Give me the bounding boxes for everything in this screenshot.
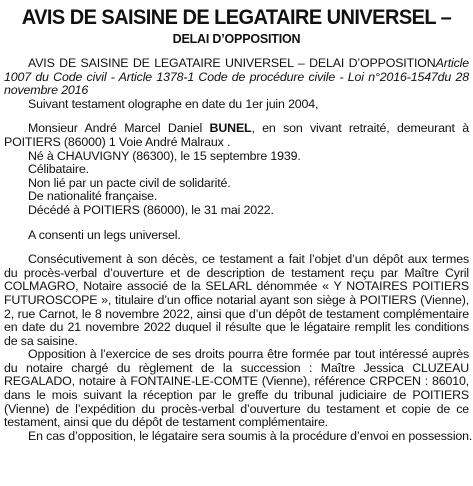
intro-text: AVIS DE SAISINE DE LEGATAIRE UNIVERSEL – DELAI D’OPPOSITION xyxy=(28,56,436,70)
legal-reference: Article 1007 du Code civil - Article 1378-1 Code de procédure civile - Loi n°2016-1547du 28 novembre 2016 xyxy=(4,56,469,98)
death-line: Décédé à POITIERS (86000), le 31 mai 2022. xyxy=(28,202,274,217)
notice-body xyxy=(4,56,473,443)
notice-title: AVIS DE SAISINE DE LEGATAIRE UNIVERSEL – xyxy=(21,5,452,29)
testator-suffix: , en son vivant retraité, demeurant à POITIERS (86000) 1 Voie André Malraux . xyxy=(4,121,469,149)
pacs-line: Non lié par un pacte civil de solidarité. xyxy=(28,175,231,190)
birth-line: Né à CHAUVIGNY (86300), le 15 septembre 1939. xyxy=(28,148,301,163)
notice-subtitle: DELAI D’OPPOSITION xyxy=(172,32,301,46)
testator-surname: BUNEL xyxy=(209,121,252,136)
legacy-line: A consenti un legs universel. xyxy=(28,227,181,242)
opposition-paragraph: Opposition à l’exercice de ses droits pourra être formée par tout intéressé auprès du notaire chargé du règlement de la succession : Maître Jessica CLUZEAU REGALADO, notaire à FONTAINE-LE-COMTE (Vienne), référence CRPCEN : 86010, dans le mois suivant la réception par le greffe du tribunal judiciaire de POITIERS (Vienne) de l’expédition du procès-verbal d’ouverture du testament et copie de ce testament, ainsi que du dépôt de testament complémentaire. xyxy=(4,347,469,430)
closing-line: En cas d’opposition, le légataire sera soumis à la procédure d’envoi en possession. xyxy=(28,428,473,443)
spacer xyxy=(4,218,469,229)
testator-prefix: Monsieur André Marcel Daniel xyxy=(28,121,210,136)
testament-line: Suivant testament olographe en date du 1er juin 2004, xyxy=(28,96,319,111)
marital-status-line: Célibataire. xyxy=(28,162,89,177)
nationality-line: De nationalité française. xyxy=(28,189,158,204)
deposit-paragraph: Consécutivement à son décès, ce testament a fait l’objet d’un dépôt aux termes du procès-verbal d’ouverture et de description de testament reçu par Maître Cyril COLMAGRO, Notaire associé de la SELARL dénommée « Y NOTAIRES POITIERS FUTUROSCOPE », titulaire d’un office notarial ayant son siège à POITIERS (Vienne), 2, rue Carnot, le 8 novembre 2022, ainsi que d’un dépôt de testament complémentaire en date du 21 novembre 2022 duquel il résulte que le légataire remplit les conditions de sa saisine. xyxy=(4,252,469,348)
intro-paragraph xyxy=(4,57,469,98)
testator-paragraph xyxy=(4,122,469,149)
